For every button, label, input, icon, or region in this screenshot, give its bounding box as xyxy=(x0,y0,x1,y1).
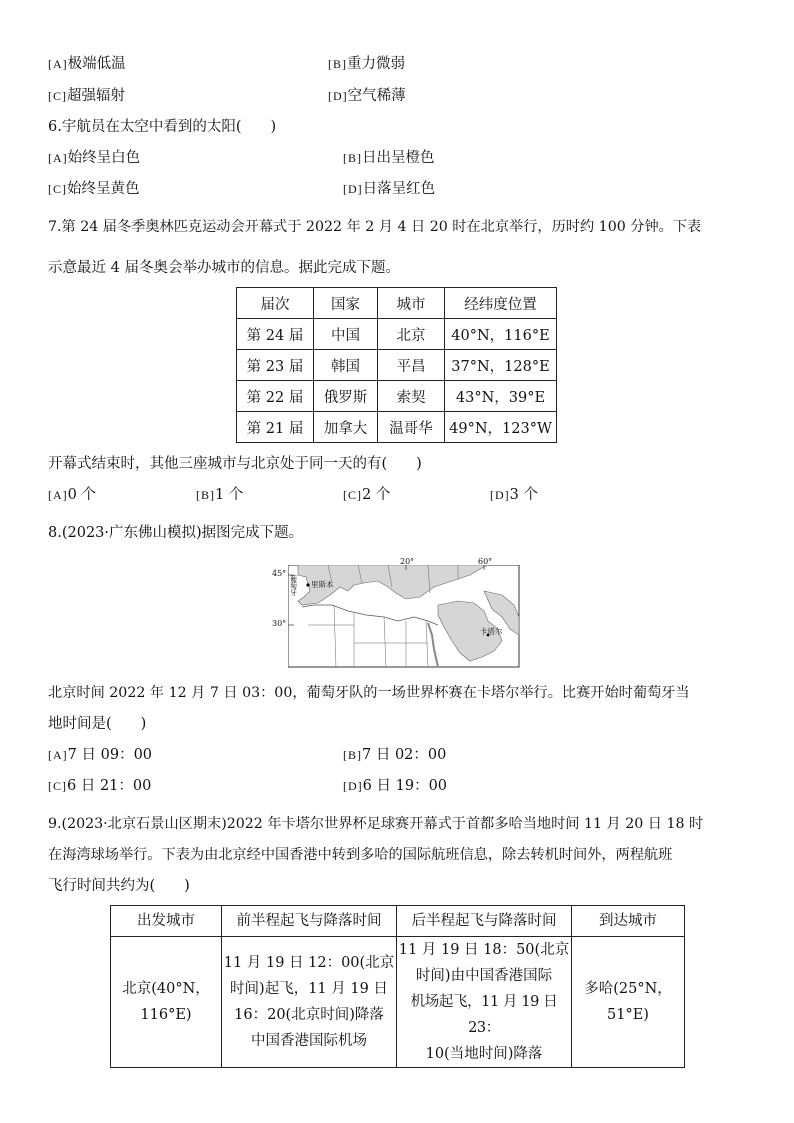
q9-stem-line3: 飞行时间共约为( ) xyxy=(48,878,190,894)
q9-stem-line2: 在海湾球场举行。下表为由北京经中国香港中转到多哈的国际航班信息，除去转机时间外，两程航班 xyxy=(48,847,673,863)
table-cell: 37°N，128°E xyxy=(445,350,557,381)
map-lat-label-30: 30° xyxy=(272,619,287,628)
table-header: 届次 xyxy=(237,288,314,319)
table-header: 后半程起飞与降落时间 xyxy=(397,906,572,937)
map-target-label: 卡塔尔 xyxy=(480,627,503,636)
table-cell-second-leg xyxy=(397,937,572,1068)
table-cell: 43°N，39°E xyxy=(445,381,557,412)
cell-line: 10(当地时间)降落 xyxy=(425,1046,543,1062)
q5-option-d: [D]空气稀薄 xyxy=(328,88,406,104)
q8-option-a: [A]7 日 09：00 xyxy=(48,747,153,763)
cell-line: 时间)起飞，11 月 19 日 xyxy=(230,981,388,997)
q8-stem: 8.(2023·广东佛山模拟)据图完成下题。 xyxy=(48,525,304,541)
cell-line: 11 月 19 日 12：00(北京 xyxy=(223,955,395,971)
q7-question: 开幕式结束时，其他三座城市与北京处于同一天的有( ) xyxy=(48,456,422,472)
q8-text-line2: 地时间是( ) xyxy=(48,716,147,732)
table-cell: 第 24 届 xyxy=(237,319,314,350)
table-cell: 韩国 xyxy=(314,350,378,381)
map-country-label: 葡萄牙 xyxy=(290,575,297,597)
q8-option-c: [C]6 日 21：00 xyxy=(48,778,152,794)
q5-option-c: [C]超强辐射 xyxy=(48,88,125,104)
table-row xyxy=(237,350,557,381)
table-header: 经纬度位置 xyxy=(445,288,557,319)
q6-option-c: [C]始终呈黄色 xyxy=(48,181,140,197)
map-lon-label-60: 60° xyxy=(478,557,493,566)
q6-option-d: [D]日落呈红色 xyxy=(343,181,436,197)
table-cell-arrival xyxy=(572,937,685,1068)
cell-line: 中国香港国际机场 xyxy=(251,1033,367,1049)
map-lat-label-45: 45° xyxy=(272,569,287,578)
table-cell: 第 21 届 xyxy=(237,412,314,443)
q8-option-b: [B]7 日 02：00 xyxy=(343,747,447,763)
table-cell: 49°N，123°W xyxy=(445,412,557,443)
lisbon-dot xyxy=(306,583,309,586)
table-header: 国家 xyxy=(314,288,378,319)
cell-line: 机场起飞，11 月 19 日 23： xyxy=(410,994,558,1036)
q7-table xyxy=(236,287,557,443)
table-header: 到达城市 xyxy=(572,906,685,937)
cell-line: 多哈(25°N， xyxy=(584,981,672,997)
table-cell: 中国 xyxy=(314,319,378,350)
table-header-row xyxy=(111,906,685,937)
q8-option-d: [D]6 日 19：00 xyxy=(343,778,448,794)
map-lon-label-20: 20° xyxy=(400,557,415,566)
table-cell-first-leg xyxy=(222,937,397,1068)
q6-stem: 6.宇航员在太空中看到的太阳( ) xyxy=(48,119,277,135)
table-header-row xyxy=(237,288,557,319)
cell-line: 11 月 19 日 18：50(北京 xyxy=(398,942,570,958)
map-city-label: 里斯本 xyxy=(311,580,334,589)
table-header: 出发城市 xyxy=(111,906,222,937)
q7-stem-line1: 7.第 24 届冬季奥林匹克运动会开幕式于 2022 年 2 月 4 日 20 时在北京举行，历时约 100 分钟。下表 xyxy=(48,219,702,235)
table-cell: 加拿大 xyxy=(314,412,378,443)
q5-option-b: [B]重力微弱 xyxy=(328,56,405,72)
table-header: 城市 xyxy=(378,288,445,319)
table-cell: 第 22 届 xyxy=(237,381,314,412)
table-row xyxy=(237,412,557,443)
cell-line: 51°E) xyxy=(607,1007,649,1023)
table-cell-departure xyxy=(111,937,222,1068)
table-cell: 40°N，116°E xyxy=(445,319,557,350)
q7-option-a: [A]0 个 xyxy=(48,487,97,503)
table-row xyxy=(111,937,685,1068)
table-header: 前半程起飞与降落时间 xyxy=(222,906,397,937)
table-cell: 温哥华 xyxy=(378,412,445,443)
table-cell: 北京 xyxy=(378,319,445,350)
cell-line: 16：20(北京时间)降落 xyxy=(234,1007,384,1023)
table-row xyxy=(237,319,557,350)
q7-option-d: [D]3 个 xyxy=(490,487,539,503)
q7-option-c: [C]2 个 xyxy=(343,487,391,503)
q7-stem-line2: 示意最近 4 届冬奥会举办城市的信息。据此完成下题。 xyxy=(48,260,400,276)
cell-line: 116°E) xyxy=(140,1007,192,1023)
q9-stem-line1: 9.(2023·北京石景山区期末)2022 年卡塔尔世界杯足球赛开幕式于首都多哈当地时间 11 月 20 日 18 时 xyxy=(48,816,704,832)
q5-option-a: [A]极端低温 xyxy=(48,56,126,72)
q6-option-b: [B]日出呈橙色 xyxy=(343,150,435,166)
q8-text-line1: 北京时间 2022 年 12 月 7 日 03：00，葡萄牙队的一场世界杯赛在卡塔尔举行。比赛开始时葡萄牙当 xyxy=(48,685,690,701)
q6-option-a: [A]始终呈白色 xyxy=(48,150,141,166)
cell-line: 北京(40°N， xyxy=(122,981,210,997)
table-cell: 索契 xyxy=(378,381,445,412)
table-cell: 平昌 xyxy=(378,350,445,381)
cell-line: 时间)由中国香港国际 xyxy=(415,968,553,984)
table-cell: 第 23 届 xyxy=(237,350,314,381)
table-cell: 俄罗斯 xyxy=(314,381,378,412)
q9-table xyxy=(110,905,685,1068)
q7-option-b: [B]1 个 xyxy=(196,487,244,503)
table-row xyxy=(237,381,557,412)
